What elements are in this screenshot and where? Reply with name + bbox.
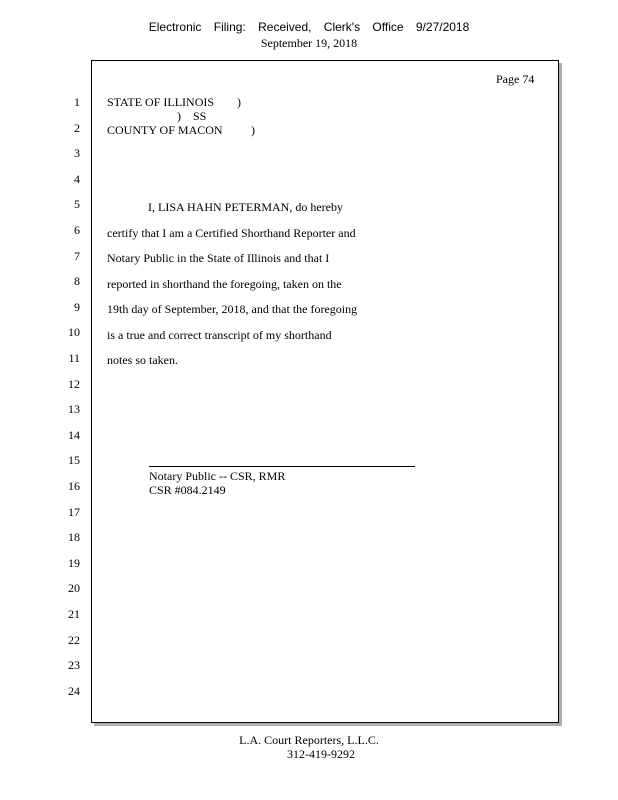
line-number: 20 — [68, 581, 80, 595]
line-number: 15 — [68, 453, 80, 467]
line-number: 5 — [74, 197, 80, 211]
line-number: 14 — [68, 428, 80, 442]
line-number: 4 — [74, 172, 80, 186]
line-number: 12 — [68, 377, 80, 391]
certificate-line-10: is a true and correct transcript of my shorthand — [107, 328, 332, 342]
caption-paren-county: ) — [251, 123, 255, 137]
line-number: 6 — [74, 223, 80, 237]
line-number: 18 — [68, 530, 80, 544]
filing-date: September 19, 2018 — [260, 36, 358, 50]
line-number: 22 — [68, 633, 80, 647]
line-number: 3 — [74, 146, 80, 160]
footer-phone: 312-419-9292 — [287, 747, 355, 761]
filing-stamp: Electronic Filing: Received, Clerk's Office 9/27/2018 — [148, 20, 470, 34]
certificate-line-9: 19th day of September, 2018, and that the foregoing — [107, 302, 358, 316]
signature-title: Notary Public -- CSR, RMR — [149, 469, 286, 483]
transcript-page-frame — [91, 60, 559, 723]
certificate-line-7: Notary Public in the State of Illinois and that I — [107, 251, 330, 265]
page-number: Page 74 — [496, 72, 535, 86]
line-number: 16 — [68, 479, 80, 493]
line-number: 7 — [74, 249, 80, 263]
footer-company: L.A. Court Reporters, L.L.C. — [239, 733, 379, 747]
certificate-line-11: notes so taken. — [107, 353, 178, 367]
line-number: 24 — [68, 684, 80, 698]
certificate-line-8: reported in shorthand the foregoing, taken on the — [107, 277, 342, 291]
line-number: 17 — [68, 505, 80, 519]
line-number: 8 — [74, 274, 80, 288]
line-number: 1 — [74, 95, 80, 109]
certificate-line-5: I, LISA HAHN PETERMAN, do hereby — [148, 200, 343, 214]
certificate-line-6: certify that I am a Certified Shorthand Reporter and — [107, 226, 356, 240]
caption-ss: ) SS — [177, 109, 207, 123]
signature-csr-number: CSR #084.2149 — [149, 483, 226, 497]
caption-state: STATE OF ILLINOIS — [107, 95, 215, 109]
caption-county: COUNTY OF MACON — [107, 123, 223, 137]
signature-line — [149, 466, 415, 467]
line-number: 19 — [68, 556, 80, 570]
line-number: 2 — [74, 121, 80, 135]
line-number: 13 — [68, 402, 80, 416]
caption-paren-state: ) — [237, 95, 241, 109]
line-number: 23 — [68, 658, 80, 672]
line-number: 21 — [68, 607, 80, 621]
line-number: 9 — [74, 300, 80, 314]
line-number: 10 — [68, 325, 80, 339]
line-number: 11 — [68, 351, 80, 365]
